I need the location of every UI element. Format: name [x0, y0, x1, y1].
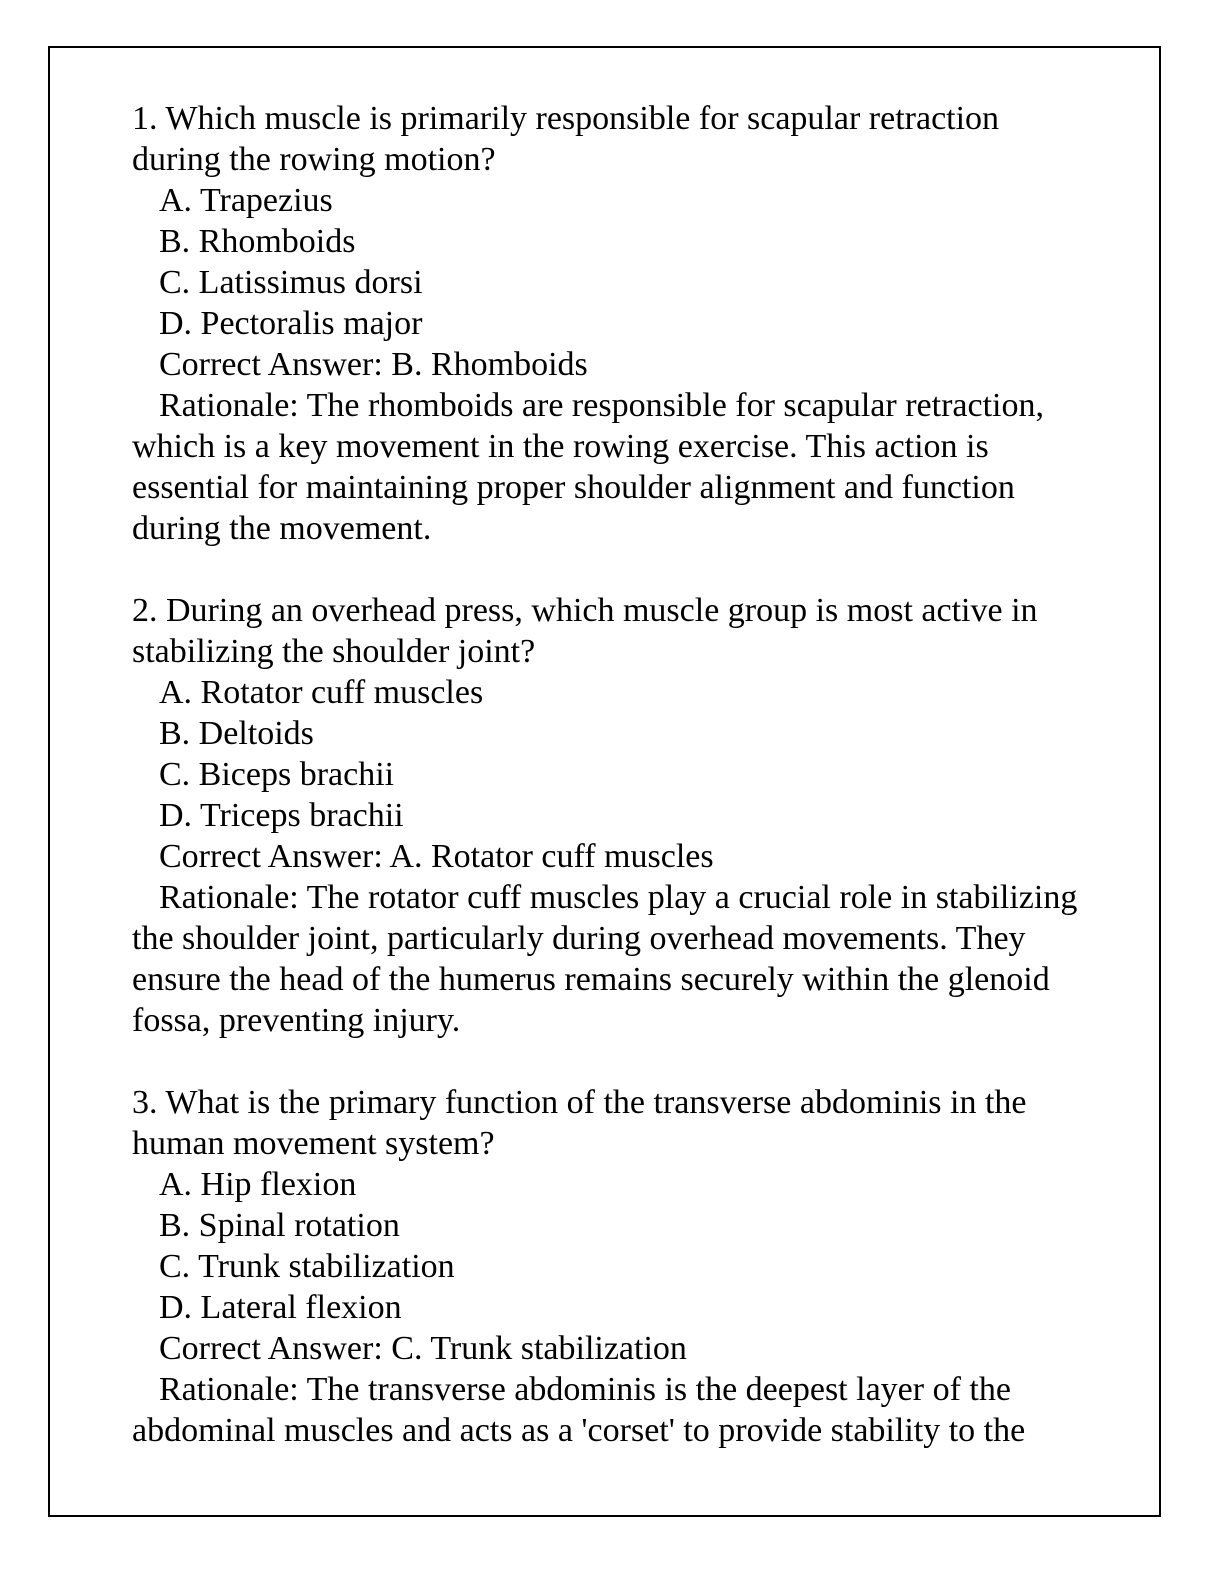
correct-answer: Correct Answer: B. Rhomboids [159, 346, 588, 383]
question-2 [132, 590, 1092, 1041]
correct-answer: Correct Answer: A. Rotator cuff muscles [159, 838, 714, 875]
question-stem: 3. What is the primary function of the transverse abdominis in the human movement system? [132, 1084, 1035, 1162]
question-stem: 1. Which muscle is primarily responsible for scapular retraction during the rowing motion? [132, 100, 1008, 178]
rationale: Rationale: The rotator cuff muscles play a crucial role in stabilizing the shoulder joint, particularly during overhead movements. They ensure the head of the humerus remains securely within the glenoid fossa, preventing injury. [132, 879, 1086, 1039]
option-d: D. Triceps brachii [159, 797, 404, 834]
rationale: Rationale: The rhomboids are responsible for scapular retraction, which is a key movement in the rowing exercise. This action is essential for maintaining proper shoulder alignment and function during the movement. [132, 387, 1053, 547]
rationale: Rationale: The transverse abdominis is the deepest layer of the abdominal muscles and acts as a 'corset' to provide stability to the [132, 1371, 1026, 1449]
document-body [132, 98, 1092, 1492]
option-b: B. Deltoids [159, 715, 314, 752]
option-d: D. Pectoralis major [159, 305, 423, 342]
option-a: A. Trapezius [159, 182, 333, 219]
option-c: C. Trunk stabilization [159, 1248, 455, 1285]
option-b: B. Spinal rotation [159, 1207, 400, 1244]
question-stem: 2. During an overhead press, which muscle group is most active in stabilizing the shoulder joint? [132, 592, 1047, 670]
question-3 [132, 1082, 1092, 1451]
option-d: D. Lateral flexion [159, 1289, 402, 1326]
option-c: C. Biceps brachii [159, 756, 395, 793]
option-b: B. Rhomboids [159, 223, 356, 260]
option-a: A. Hip flexion [159, 1166, 357, 1203]
option-c: C. Latissimus dorsi [159, 264, 423, 301]
option-a: A. Rotator cuff muscles [159, 674, 484, 711]
question-1 [132, 98, 1092, 549]
correct-answer: Correct Answer: C. Trunk stabilization [159, 1330, 687, 1367]
